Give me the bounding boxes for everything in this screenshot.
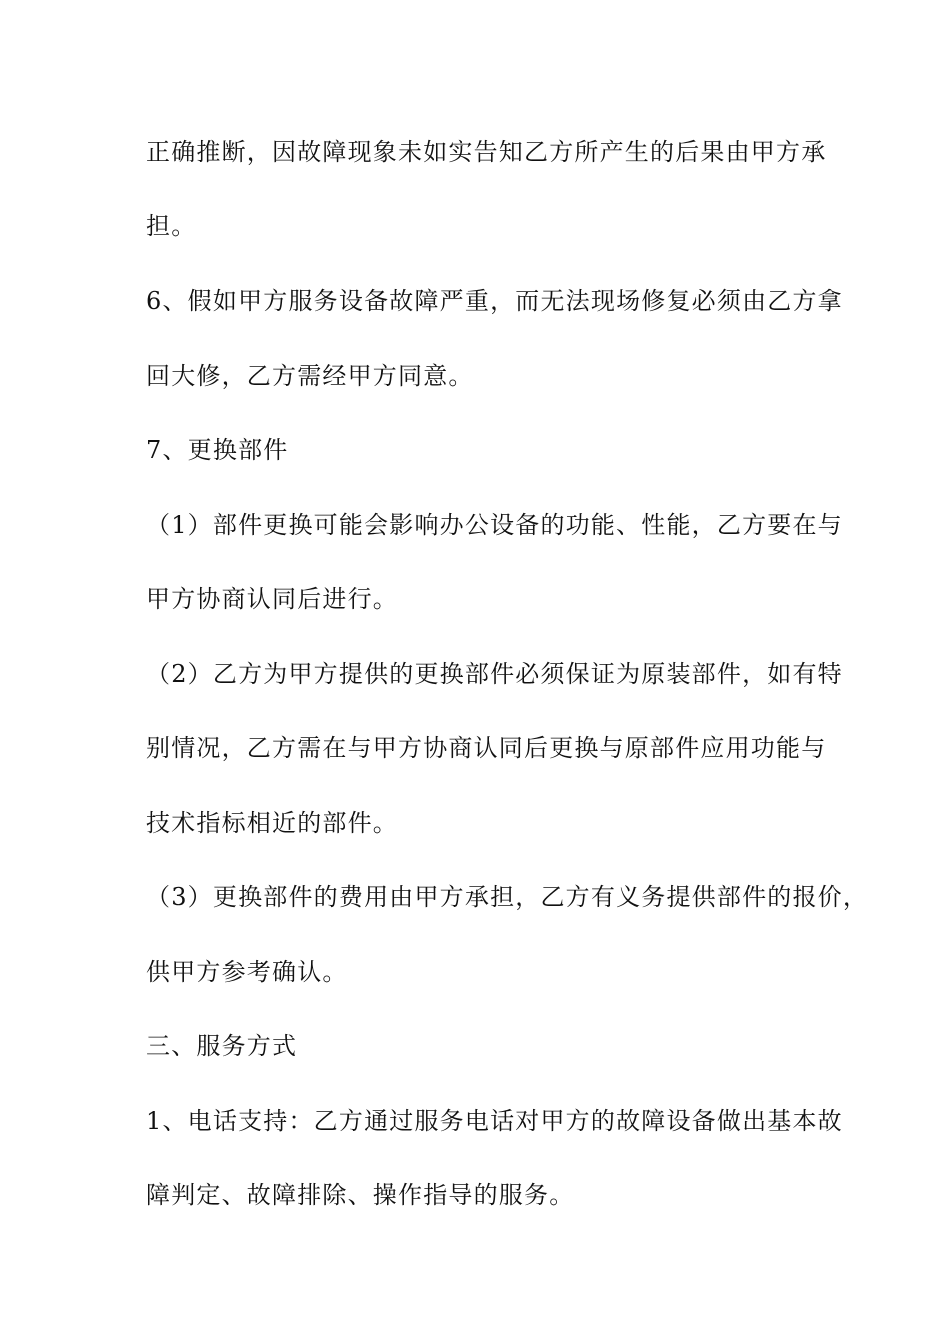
paragraph-line: 正确推断，因故障现象未如实告知乙方所产生的后果由甲方承	[146, 138, 827, 166]
paragraph-line: 别情况，乙方需在与甲方协商认同后更换与原部件应用功能与	[146, 734, 827, 762]
paragraph-line: （2）乙方为甲方提供的更换部件必须保证为原装部件，如有特	[146, 660, 843, 688]
section-heading: 三、服务方式	[146, 1032, 298, 1060]
paragraph-line: 障判定、故障排除、操作指导的服务。	[146, 1181, 575, 1209]
paragraph-line: 供甲方参考确认。	[146, 958, 348, 986]
paragraph-line: 技术指标相近的部件。	[146, 809, 398, 837]
paragraph-line: 担。	[146, 212, 197, 240]
paragraph-line: 甲方协商认同后进行。	[146, 585, 398, 613]
paragraph-line: 1、电话支持：乙方通过服务电话对甲方的故障设备做出基本故	[146, 1107, 843, 1135]
paragraph-line: （3）更换部件的费用由甲方承担，乙方有义务提供部件的报价，	[146, 883, 869, 911]
paragraph-line: 回大修，乙方需经甲方同意。	[146, 362, 474, 390]
section-heading: 7、更换部件	[146, 436, 289, 464]
paragraph-line: 6、假如甲方服务设备故障严重，而无法现场修复必须由乙方拿	[146, 287, 843, 315]
paragraph-line: （1）部件更换可能会影响办公设备的功能、性能，乙方要在与	[146, 511, 843, 539]
